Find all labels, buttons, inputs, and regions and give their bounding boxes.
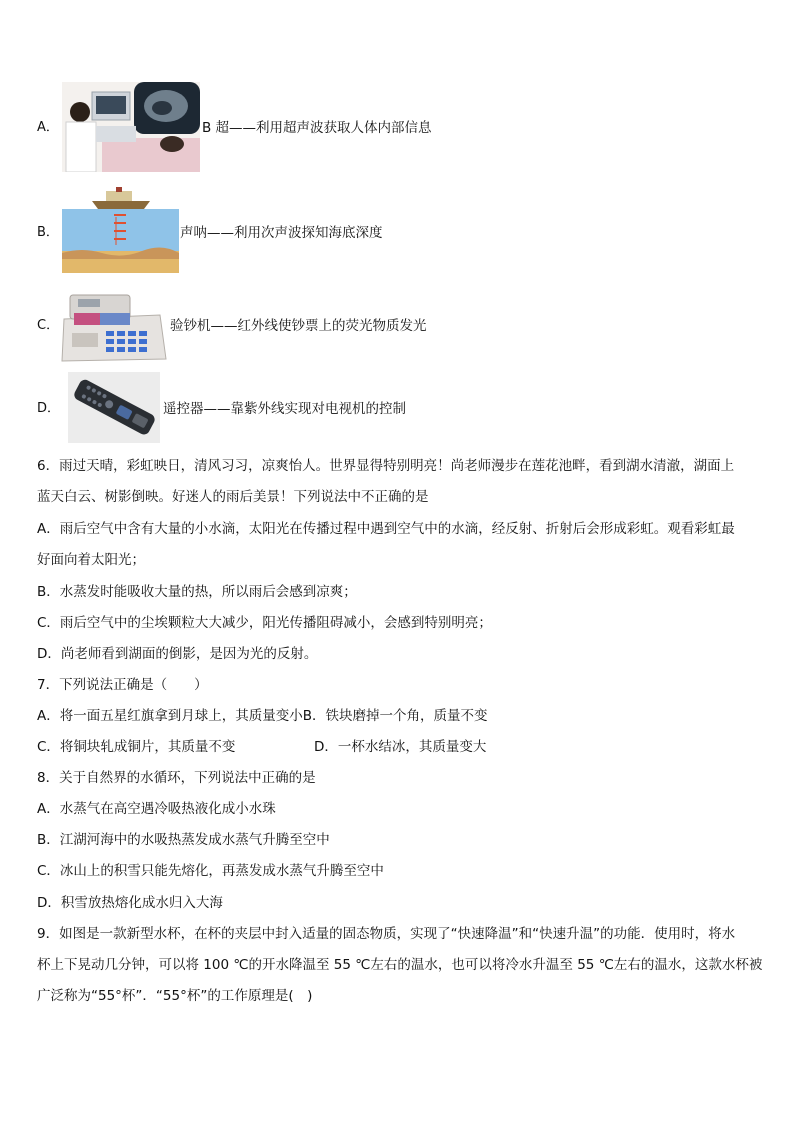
money-detector-photo <box>60 289 168 363</box>
q7-option-c: C．将铜块轧成铜片，其质量不变 <box>37 739 236 755</box>
q8-option-d: D．积雪放热熔化成水归入大海 <box>37 895 223 911</box>
option-c-text: 验钞机——红外线使钞票上的荧光物质发光 <box>170 318 427 334</box>
q6-option-d: D．尚老师看到湖面的倒影，是因为光的反射。 <box>37 646 318 662</box>
remote-control-photo <box>68 372 160 443</box>
option-c-letter: C． <box>37 318 60 333</box>
q6-option-b: B．水蒸发时能吸收大量的热，所以雨后会感到凉爽； <box>37 584 357 600</box>
sonar-ship-illustration <box>62 187 179 273</box>
q6-option-c: C．雨后空气中的尘埃颗粒大大减少，阳光传播阻碍减小，会感到特别明亮； <box>37 615 492 631</box>
q7-stem: 7．下列说法正确是（ ） <box>37 677 208 693</box>
q6-stem-line2: 蓝天白云、树影倒映。好迷人的雨后美景！下列说法中不正确的是 <box>37 489 429 505</box>
option-d-letter: D． <box>37 401 61 416</box>
q9-stem-line1: 9．如图是一款新型水杯，在杯的夹层中封入适量的固态物质，实现了“快速降温”和“快速升温”的功能．使用时，将水 <box>37 926 736 942</box>
q8-stem: 8．关于自然界的水循环，下列说法中正确的是 <box>37 770 316 786</box>
q6-option-a-line2: 好面向着太阳光； <box>37 552 145 568</box>
option-b-letter: B． <box>37 225 59 240</box>
ultrasound-exam-photo <box>62 82 200 172</box>
q6-stem-line1: 6．雨过天晴，彩虹映日，清风习习，凉爽怡人。世界显得特别明亮！尚老师漫步在莲花池畔，看到湖水清澈，湖面上 <box>37 458 735 474</box>
option-a-text: B 超——利用超声波获取人体内部信息 <box>202 120 432 136</box>
q9-stem-line3: 广泛称为“55°杯”．“55°杯”的工作原理是( ) <box>37 988 313 1004</box>
q6-option-a-line1: A．雨后空气中含有大量的小水滴，太阳光在传播过程中遇到空气中的水滴，经反射、折射后会形成彩虹。观看彩虹最 <box>37 521 735 537</box>
option-b-text: 声呐——利用次声波探知海底深度 <box>180 225 383 241</box>
q7-option-d: D．一杯水结冰，其质量变大 <box>314 739 487 755</box>
q8-option-c: C．冰山上的积雪只能先熔化，再蒸发成水蒸气升腾至空中 <box>37 863 384 879</box>
q8-option-b: B．江湖河海中的水吸热蒸发成水蒸气升腾至空中 <box>37 832 330 848</box>
option-d-text: 遥控器——靠紫外线实现对电视机的控制 <box>163 401 406 417</box>
q9-stem-line2: 杯上下晃动几分钟，可以将 100 ℃的开水降温至 55 ℃左右的温水，也可以将冷水升温至 55 ℃左右的温水，这款水杯被 <box>37 957 763 973</box>
q7-options-ab: A．将一面五星红旗拿到月球上，其质量变小B．铁块磨掉一个角，质量不变 <box>37 708 488 724</box>
q8-option-a: A．水蒸气在高空遇冷吸热液化成小水珠 <box>37 801 276 817</box>
option-a-letter: A． <box>37 120 59 135</box>
